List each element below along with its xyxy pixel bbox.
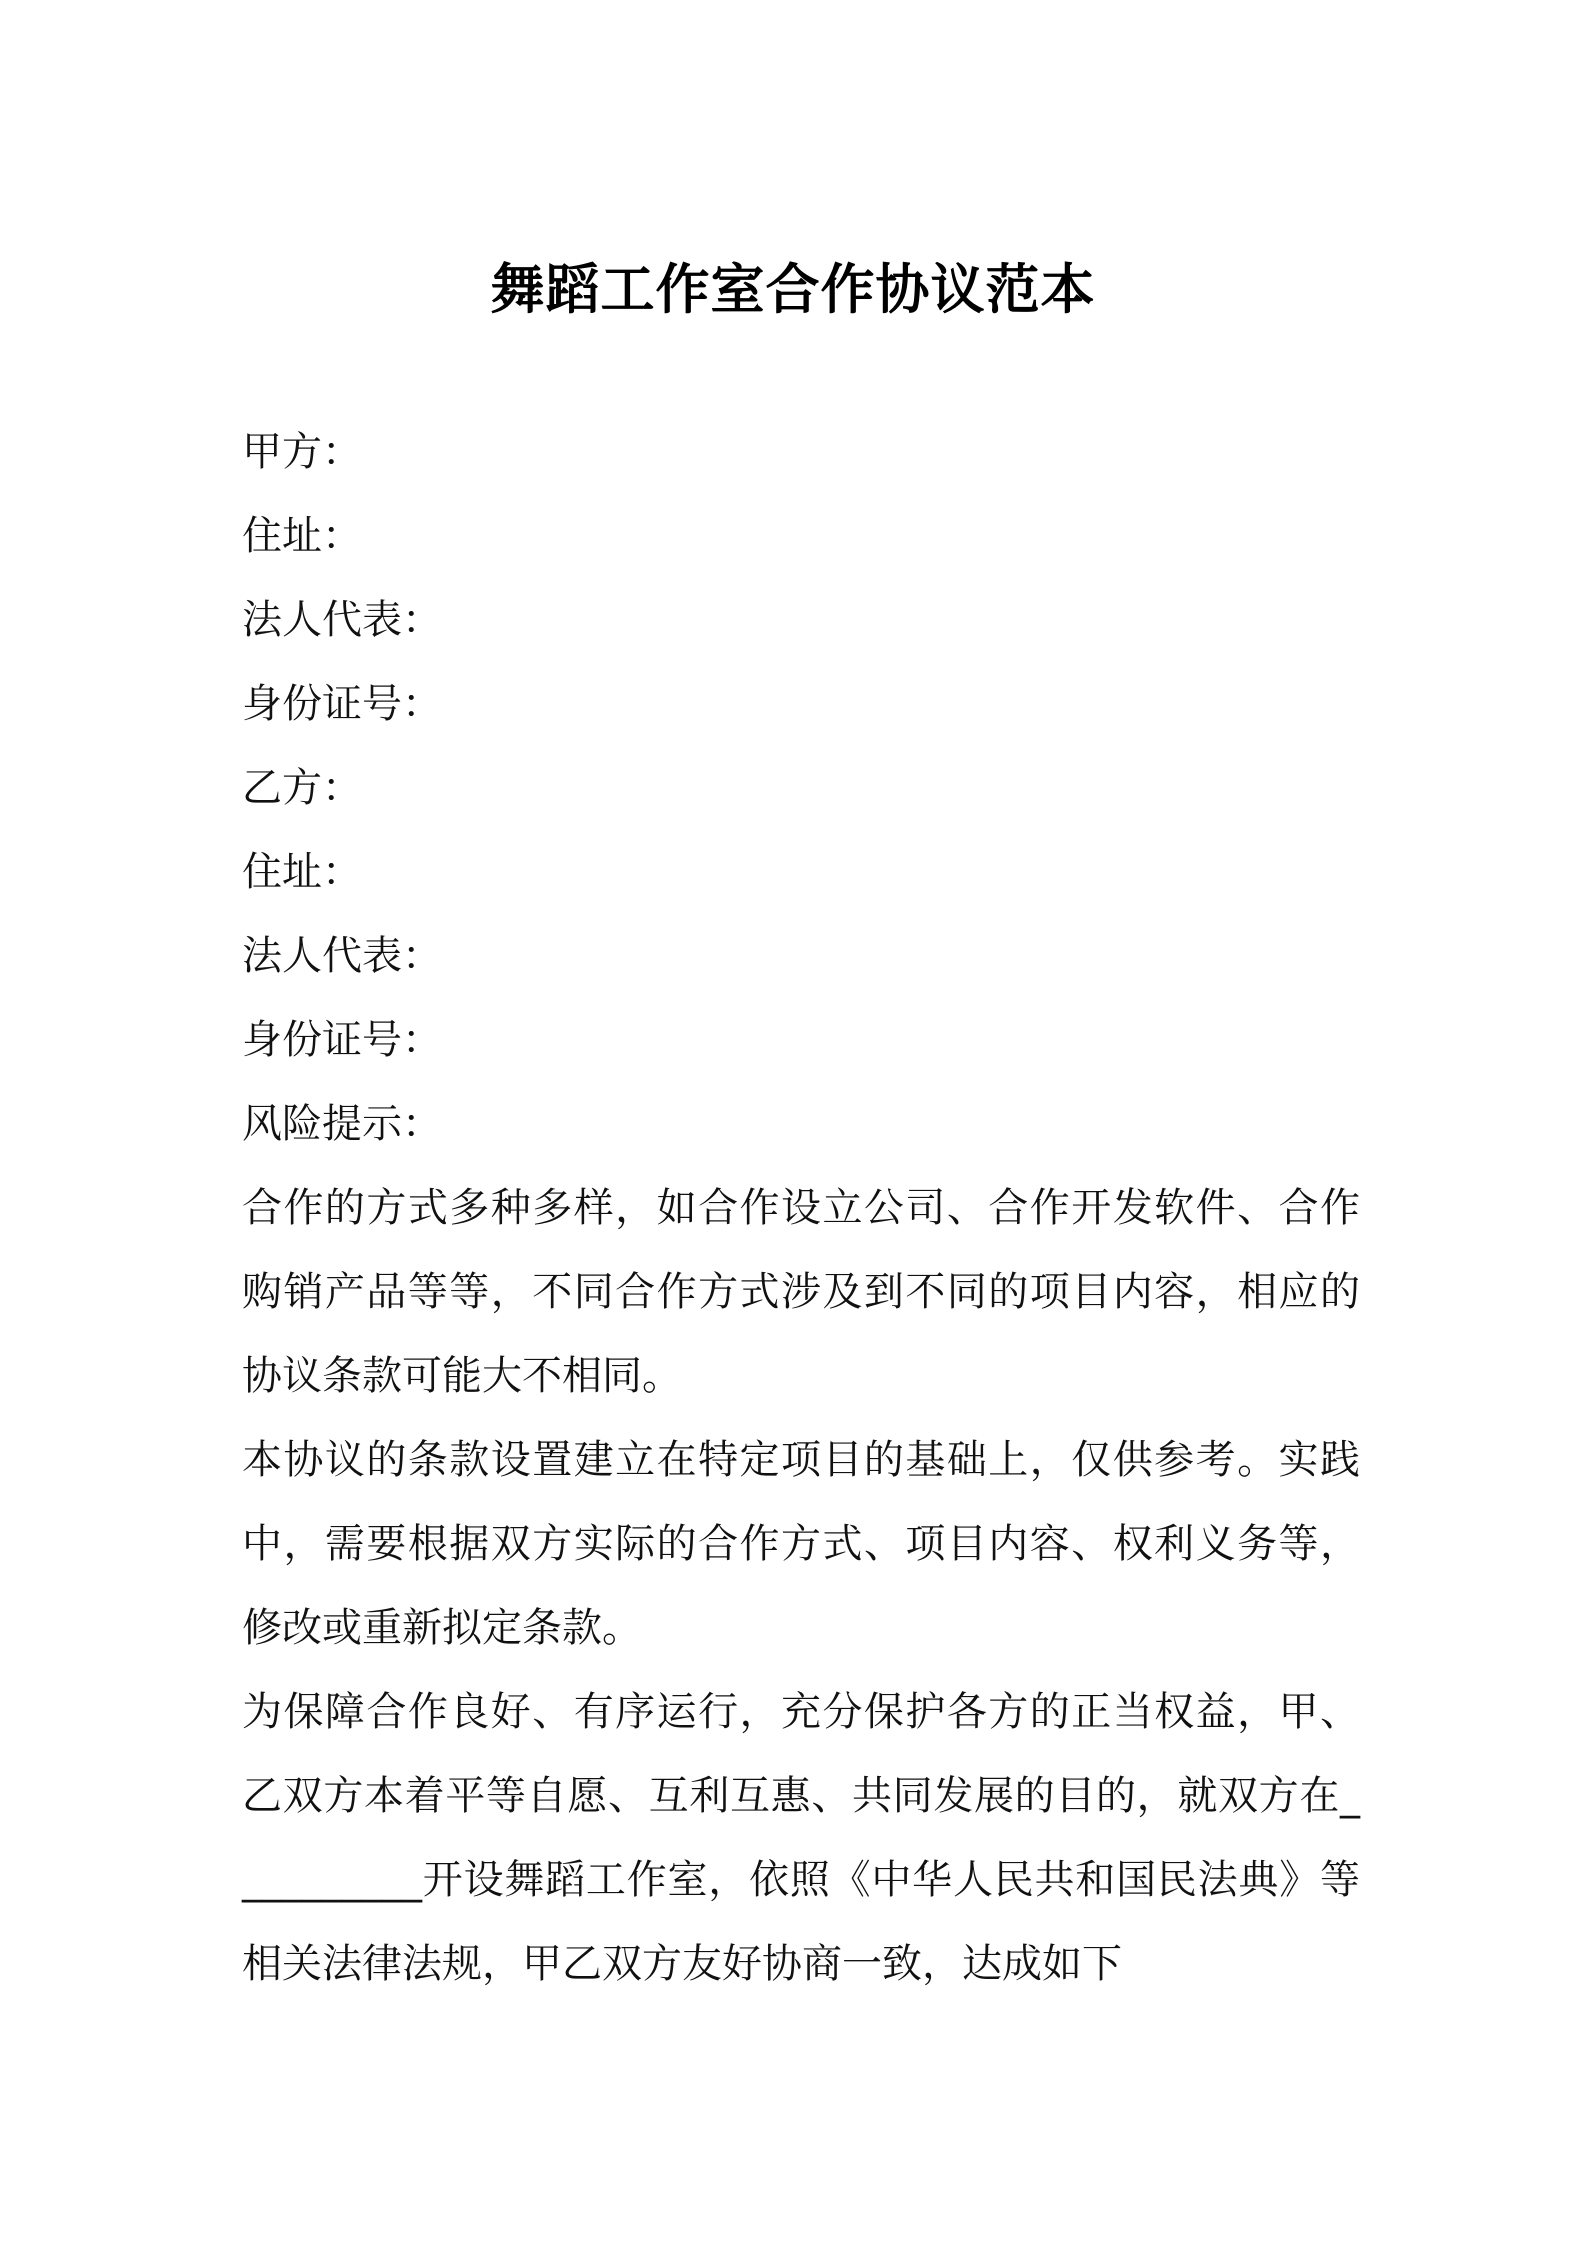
- party-b-label: 乙方：: [242, 765, 362, 811]
- document-title: 舞蹈工作室合作协议范本: [490, 258, 1096, 321]
- risk-notice-paragraph-1: 合作的方式多种多样，如合作设立公司、合作开发软件、合作购销产品等等，不同合作方式涉及到不同的项目内容，相应的协议条款可能大不相同。: [242, 1185, 1360, 1399]
- risk-notice-paragraph-2: 本协议的条款设置建立在特定项目的基础上，仅供参考。实践中，需要根据双方实际的合作方式、项目内容、权利义务等，修改或重新拟定条款。: [242, 1437, 1360, 1651]
- party-a-id-number-label: 身份证号：: [242, 681, 442, 727]
- document-body: [242, 410, 1360, 2006]
- party-a-legal-representative-label: 法人代表：: [242, 597, 442, 643]
- party-a-address-label: 住址：: [242, 513, 362, 559]
- risk-notice-label: 风险提示：: [242, 1101, 442, 1147]
- agreement-preamble-paragraph: 为保障合作良好、有序运行，充分保护各方的正当权益，甲、乙双方本着平等自愿、互利互惠、共同发展的目的，就双方在__________开设舞蹈工作室，依照《中华人民共和国民法典》等相关法律法规，甲乙双方友好协商一致，达成如下: [242, 1689, 1360, 1987]
- party-b-id-number-label: 身份证号：: [242, 1017, 442, 1063]
- party-b-address-label: 住址：: [242, 849, 362, 895]
- party-b-legal-representative-label: 法人代表：: [242, 933, 442, 979]
- party-a-label: 甲方：: [242, 429, 362, 475]
